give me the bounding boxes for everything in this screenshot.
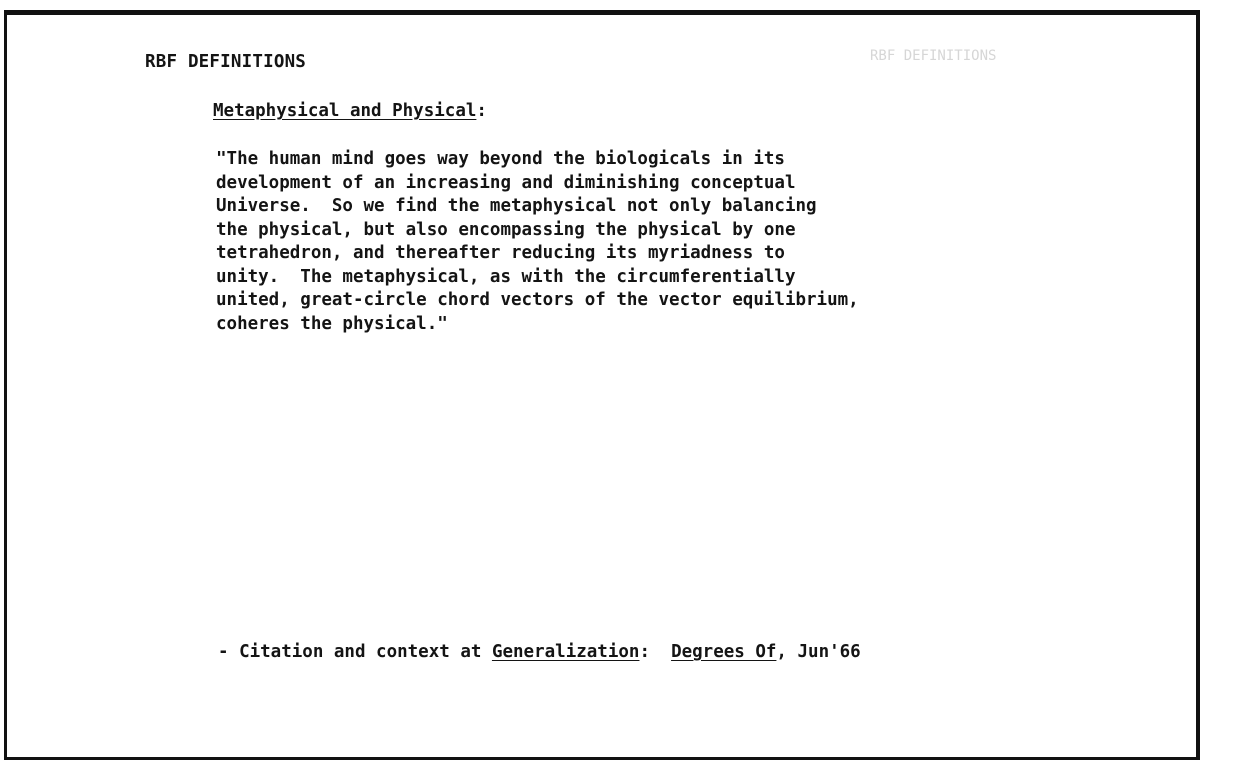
citation-link-degrees-of[interactable]: Degrees Of xyxy=(671,642,777,662)
citation-prefix: - Citation and context at xyxy=(218,642,492,662)
quote-line: development of an increasing and diminishing conceptual xyxy=(216,172,796,193)
term-suffix: : xyxy=(476,101,487,121)
quote-line: unity. The metaphysical, as with the circumferentially xyxy=(216,266,796,287)
definition-quote xyxy=(216,148,1116,336)
quote-line: tetrahedron, and thereafter reducing its myriadness to xyxy=(216,243,785,263)
citation-link-generalization[interactable]: Generalization xyxy=(491,642,640,662)
quote-line: coheres the physical." xyxy=(216,313,448,334)
citation-separator: : xyxy=(639,642,672,662)
card-header-title: RBF DEFINITIONS xyxy=(145,52,307,72)
quote-line: "The human mind goes way beyond the biologicals in its xyxy=(216,149,785,169)
bleed-through-text: RBF DEFINITIONS xyxy=(870,48,997,64)
term-title: Metaphysical and Physical xyxy=(213,101,477,121)
quote-line: Universe. So we find the metaphysical not only balancing xyxy=(216,196,817,216)
citation-suffix: , Jun'66 xyxy=(776,642,861,662)
citation-line xyxy=(218,642,861,662)
term-heading xyxy=(213,101,487,121)
quote-line: the physical, but also encompassing the physical by one xyxy=(216,219,796,240)
quote-line: united, great-circle chord vectors of the vector equilibrium, xyxy=(216,290,859,310)
